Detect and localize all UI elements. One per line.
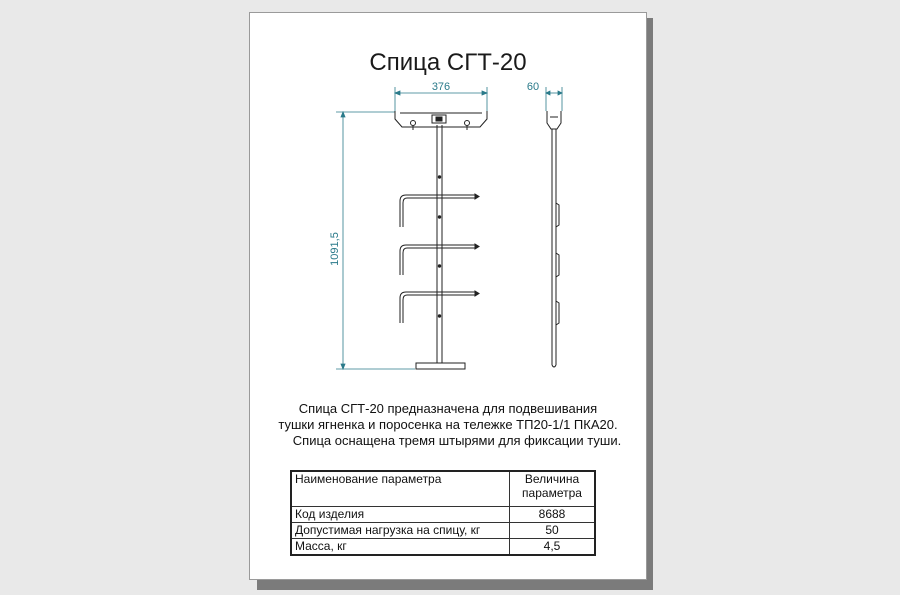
row-value: 50 [510, 523, 596, 539]
table-row [291, 507, 595, 523]
side-width-dimension [546, 87, 562, 111]
side-width-dimension-label: 60 [526, 81, 540, 93]
parameters-table [290, 470, 596, 556]
side-view [547, 111, 561, 367]
row-param: Масса, кг [291, 539, 510, 556]
description [250, 401, 646, 449]
description-line: Спица СГТ-20 предназначена для подвешивания [298, 401, 598, 416]
front-view [395, 111, 487, 369]
table-header-row [291, 471, 595, 507]
table-row [291, 523, 595, 539]
technical-drawing [250, 13, 648, 393]
row-param: Допустимая нагрузка на спицу, кг [291, 523, 510, 539]
header-value: Величина параметра [510, 471, 596, 507]
document-sheet [249, 12, 647, 580]
description-line: Спица оснащена тремя штырями для фиксации туши. [292, 433, 622, 448]
height-dimension [336, 112, 415, 369]
width-dimension-label: 376 [431, 81, 451, 93]
header-param: Наименование параметра [291, 471, 510, 507]
table-row [291, 539, 595, 556]
height-dimension-label: 1091,5 [329, 232, 341, 266]
row-param: Код изделия [291, 507, 510, 523]
row-value: 4,5 [510, 539, 596, 556]
row-value: 8688 [510, 507, 596, 523]
document-title: Спица СГТ-20 [369, 49, 527, 76]
description-line: тушки ягненка и поросенка на тележке ТП20-1/1 ПКА20. [278, 417, 618, 432]
